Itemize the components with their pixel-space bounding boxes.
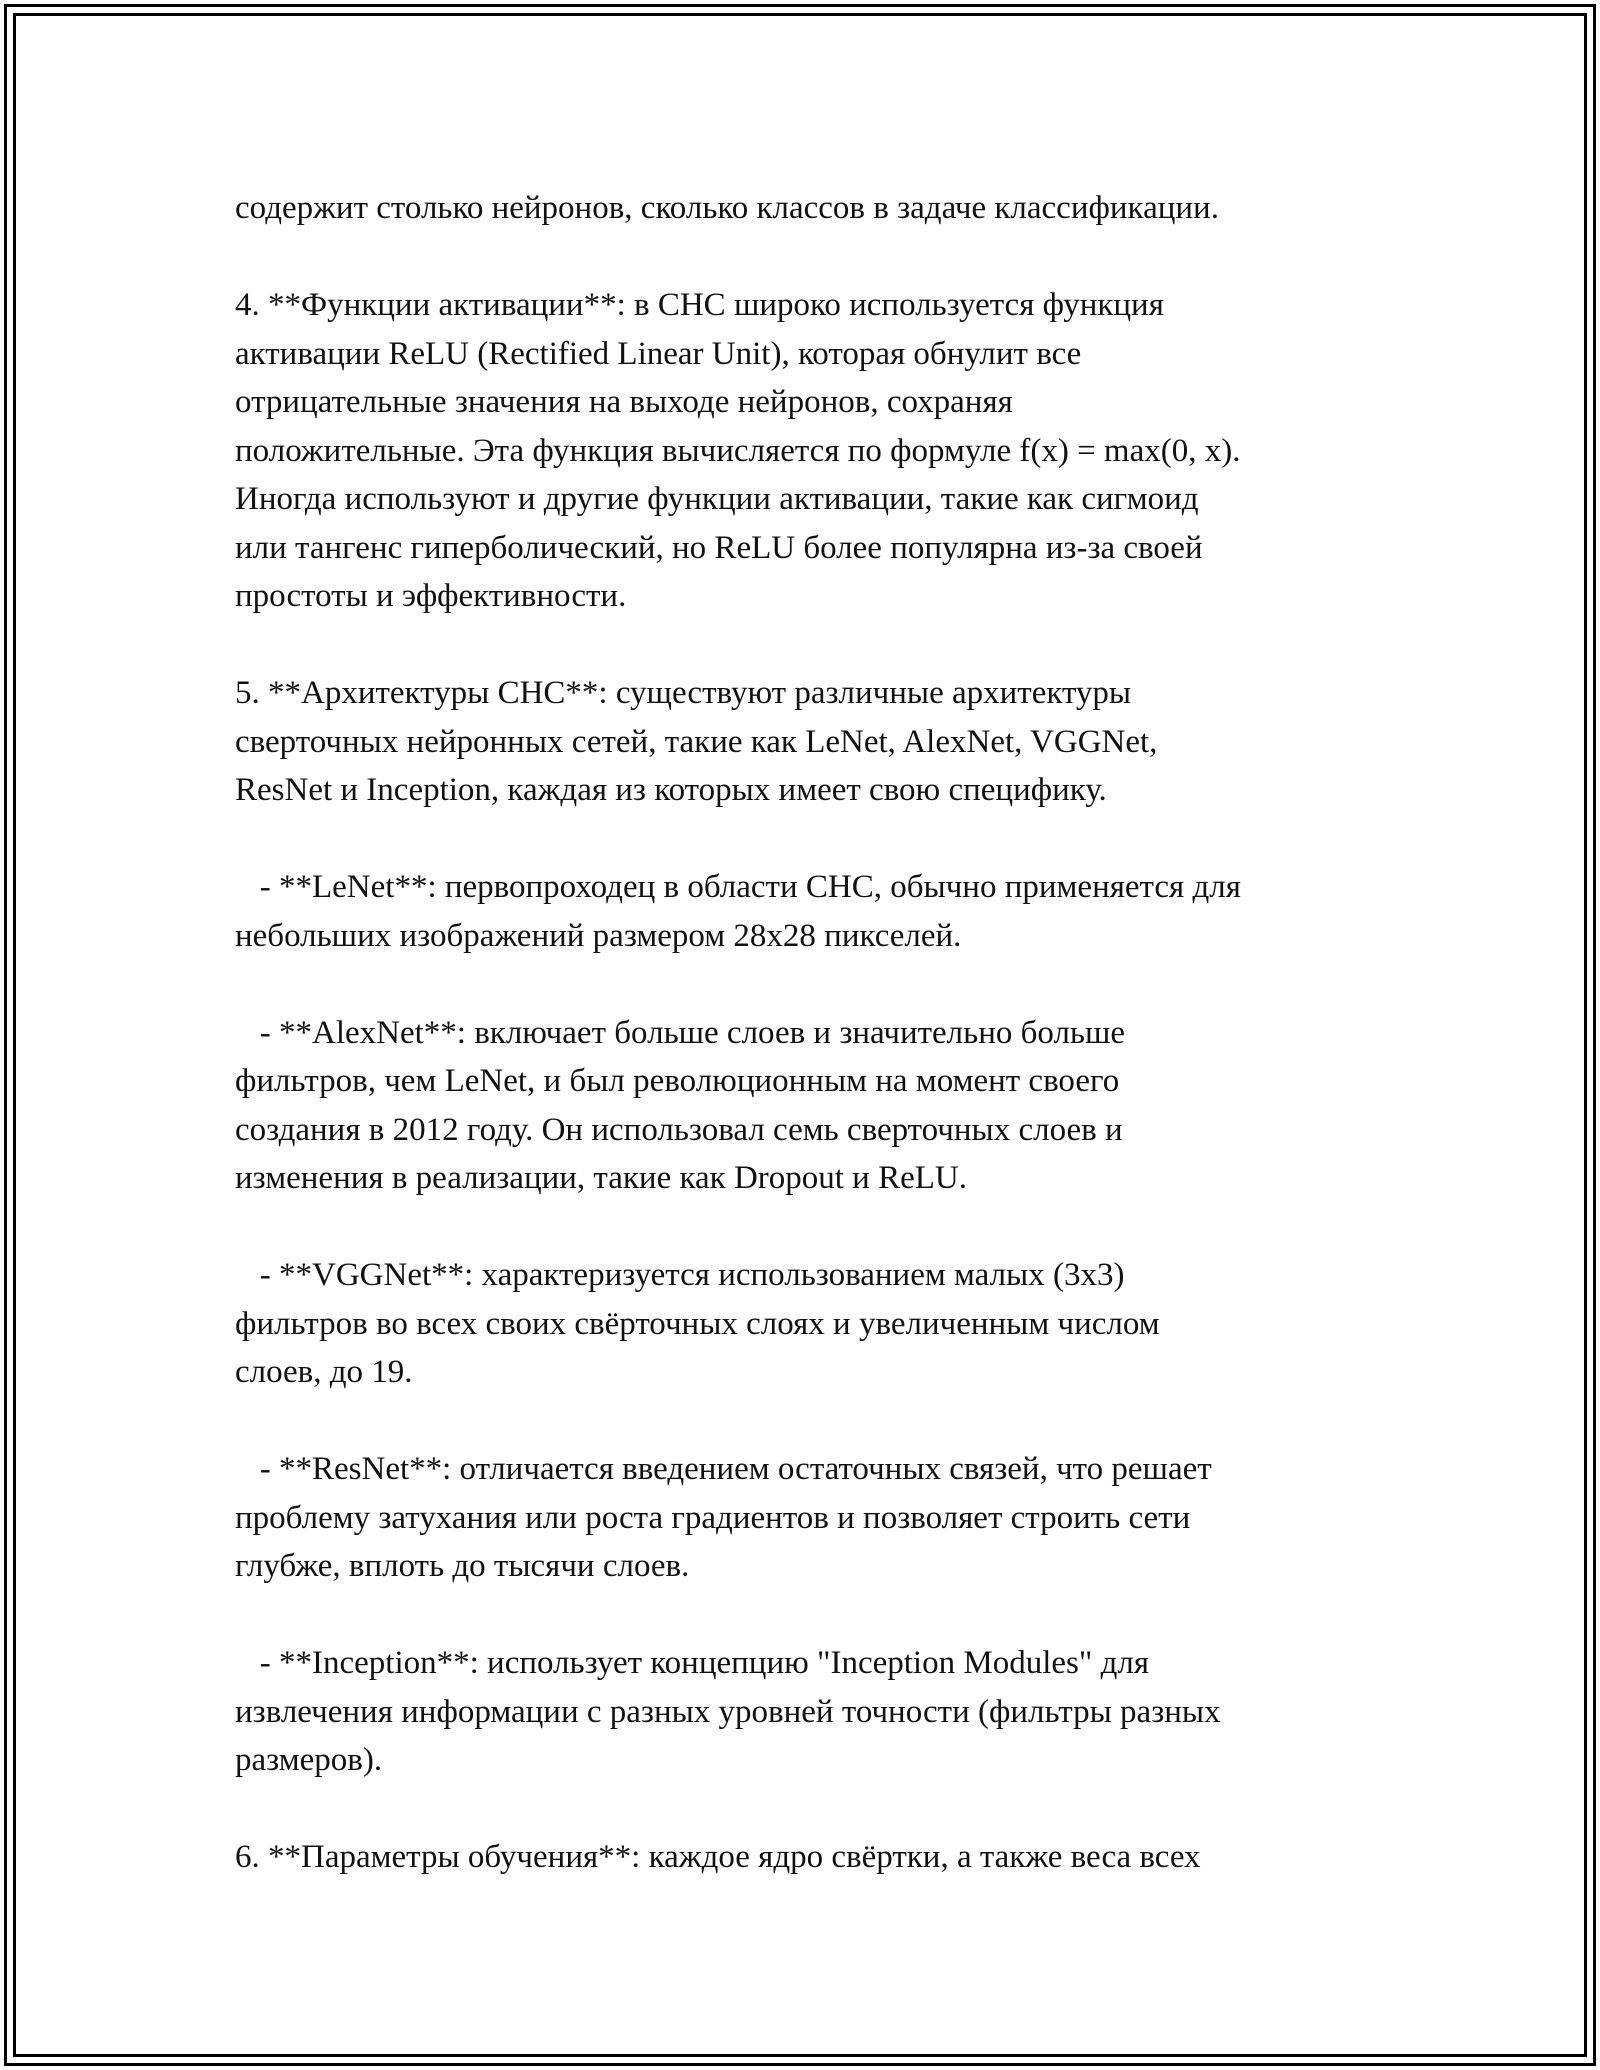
text-line: фильтров, чем LeNet, и был революционным на момент своего <box>235 1063 1120 1099</box>
blank-line <box>235 1591 1395 1640</box>
text-line: глубже, вплоть до тысячи слоев. <box>235 1548 690 1584</box>
text-line: фильтров во всех своих свёрточных слоях и увеличенным числом <box>235 1305 1160 1342</box>
text-line: - **Inception**: использует концепцию "Inception Modules" для <box>235 1645 1150 1681</box>
text-line: 4. **Функции активации**: в СНС широко используется функция <box>235 287 1164 323</box>
text-line: извлечения информации с разных уровней точности (фильтры разных <box>235 1693 1221 1730</box>
blank-line <box>235 1785 1395 1834</box>
blank-line <box>235 960 1395 1009</box>
text-line: - **ResNet**: отличается введением остаточных связей, что решает <box>235 1451 1212 1487</box>
text-line: создания в 2012 году. Он использовал семь сверточных слоев и <box>235 1111 1123 1148</box>
text-line: изменения в реализации, такие как Dropout и ReLU. <box>235 1160 967 1196</box>
text-line: размеров). <box>235 1742 383 1778</box>
text-line: отрицательные значения на выходе нейронов, сохраняя <box>235 384 1013 420</box>
blank-line <box>235 1397 1395 1446</box>
text-line: проблему затухания или роста градиентов и позволяет строить сети <box>235 1499 1191 1536</box>
blank-line <box>235 1203 1395 1252</box>
text-line: слоев, до 19. <box>235 1354 413 1390</box>
text-line: Иногда используют и другие функции активации, такие как сигмоид <box>235 481 1199 517</box>
text-line: 5. **Архитектуры СНС**: существуют различные архитектуры <box>235 675 1132 711</box>
blank-line <box>235 815 1395 864</box>
text-line: 6. **Параметры обучения**: каждое ядро свёртки, а также веса всех <box>235 1839 1201 1875</box>
text-line: простоты и эффективности. <box>235 578 627 614</box>
text-line: или тангенс гиперболический, но ReLU более популярна из-за своей <box>235 529 1203 566</box>
text-line: сверточных нейронных сетей, такие как LeNet, AlexNet, VGGNet, <box>235 723 1158 760</box>
text-line: - **VGGNet**: характеризуется использованием малых (3x3) <box>235 1257 1125 1293</box>
text-line: - **AlexNet**: включает больше слоев и значительно больше <box>235 1014 1126 1051</box>
text-line: положительные. Эта функция вычисляется по формуле f(x) = max(0, x). <box>235 432 1241 469</box>
text-line: небольших изображений размером 28x28 пикселей. <box>235 917 962 954</box>
document-body <box>235 184 1395 1882</box>
blank-line <box>235 621 1395 670</box>
text-line: - **LeNet**: первопроходец в области СНС, обычно применяется для <box>235 869 1241 905</box>
text-line: ResNet и Inception, каждая из которых имеет свою специфику. <box>235 772 1107 808</box>
blank-line <box>235 233 1395 282</box>
text-line: содержит столько нейронов, сколько классов в задаче классификации. <box>235 190 1219 226</box>
text-line: активации ReLU (Rectified Linear Unit), которая обнулит все <box>235 335 1082 372</box>
